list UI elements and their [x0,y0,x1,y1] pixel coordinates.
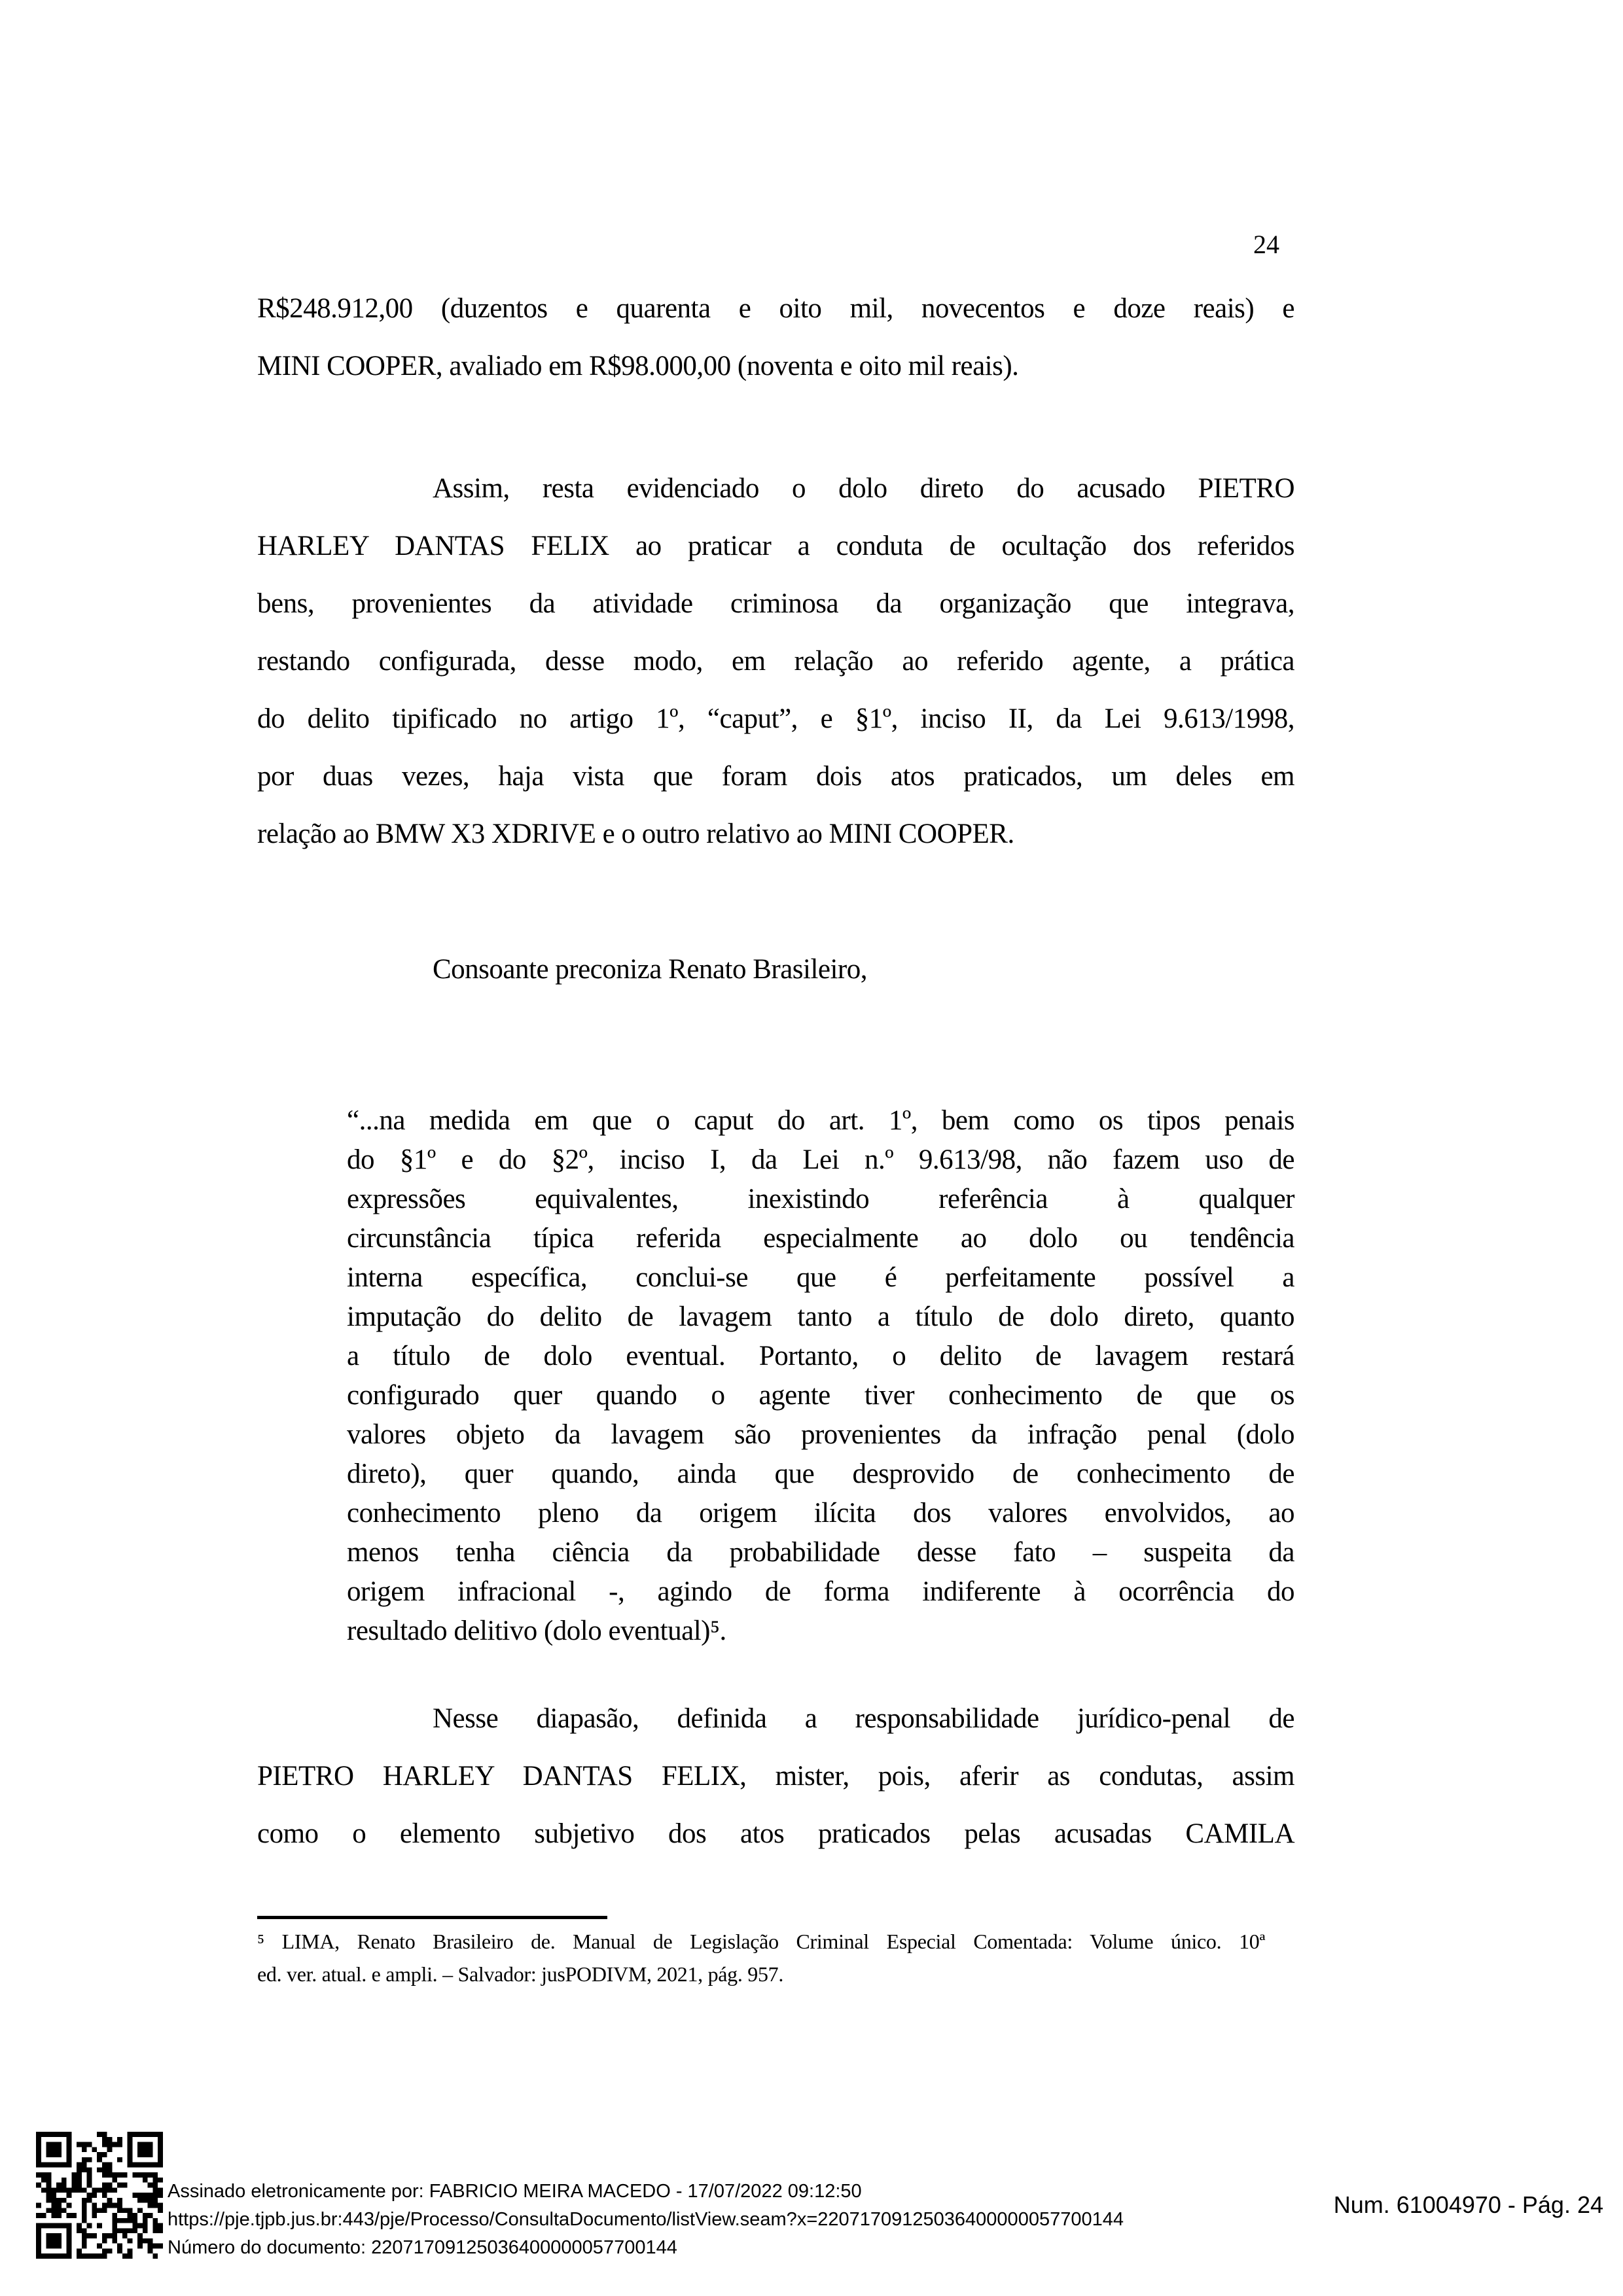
paragraph [257,941,1294,998]
text-line: por duas vezes, haja vista que foram dois atos praticados, um deles em [257,761,1294,792]
text-line: do §1º e do §2º, inciso I, da Lei n.º 9.613/98, não fazem uso de [347,1144,1294,1175]
footnote-separator [257,1916,607,1919]
text-line: “...na medida em que o caput do art. 1º, bem como os tipos penais [347,1105,1294,1136]
text-line: direto), quer quando, ainda que desprovido de conhecimento de [347,1458,1294,1489]
text-line: resultado delitivo (dolo eventual)⁵. [347,1616,726,1646]
text-line: circunstância típica referida especialmente ao dolo ou tendência [347,1223,1294,1254]
document-url-text: https://pje.tjpb.jus.br:443/pje/Processo/ConsultaDocumento/listView.seam?x=22071709125036400000057700144 [168,2209,1124,2230]
text-line: bens, provenientes da atividade criminosa da organização que integrava, [257,588,1294,619]
text-line: a título de dolo eventual. Portanto, o delito de lavagem restará [347,1341,1294,1371]
text-line: restando configurada, desse modo, em relação ao referido agente, a prática [257,646,1294,677]
text-line: MINI COOPER, avaliado em R$98.000,00 (noventa e oito mil reais). [257,351,1019,381]
text-line: valores objeto da lavagem são provenientes da infração penal (dolo [347,1419,1294,1450]
text-line: expressões equivalentes, inexistindo referência à qualquer [347,1184,1294,1214]
text-line: PIETRO HARLEY DANTAS FELIX, mister, pois, aferir as condutas, assim [257,1761,1294,1792]
qr-code-icon [36,2132,163,2259]
footnote [257,1925,1265,1990]
text-line: configurado quer quando o agente tiver conhecimento de que os [347,1380,1294,1411]
text-line: conhecimento pleno da origem ilícita dos valores envolvidos, ao [347,1498,1294,1528]
text-line: como o elemento subjetivo dos atos praticados pelas acusadas CAMILA [257,1818,1294,1849]
text-line: ed. ver. atual. e ampli. – Salvador: jusPODIVM, 2021, pág. 957. [257,1962,784,1986]
page-number: 24 [1253,230,1279,259]
document-reference: Num. 61004970 - Pág. 24 [1333,2191,1603,2218]
paragraph [257,280,1294,395]
paragraph [257,1690,1294,1863]
blockquote [347,1101,1294,1651]
paragraph [257,460,1294,863]
text-line: HARLEY DANTAS FELIX ao praticar a conduta de ocultação dos referidos [257,531,1294,561]
text-line: relação ao BMW X3 XDRIVE e o outro relativo ao MINI COOPER. [257,819,1014,849]
text-line: ⁵ LIMA, Renato Brasileiro de. Manual de Legislação Criminal Especial Comentada: Volume único. 10ª [257,1930,1265,1953]
text-line: imputação do delito de lavagem tanto a título de dolo direto, quanto [347,1301,1294,1332]
document-number-text: Número do documento: 22071709125036400000057700144 [168,2237,677,2258]
text-line: origem infracional -, agindo de forma indiferente à ocorrência do [347,1576,1294,1607]
text-line: menos tenha ciência da probabilidade desse fato – suspeita da [347,1537,1294,1568]
text-line: Nesse diapasão, definida a responsabilidade jurídico-penal de [433,1703,1294,1734]
text-line: interna específica, conclui-se que é perfeitamente possível a [347,1262,1294,1293]
text-line: Assim, resta evidenciado o dolo direto do acusado PIETRO [433,473,1294,504]
text-line: R$248.912,00 (duzentos e quarenta e oito mil, novecentos e doze reais) e [257,293,1294,324]
signature-block [168,2178,1124,2262]
text-line: do delito tipificado no artigo 1º, “caput”, e §1º, inciso II, da Lei 9.613/1998, [257,703,1294,734]
text-line: Consoante preconiza Renato Brasileiro, [433,954,868,985]
signed-by-text: Assinado eletronicamente por: FABRICIO MEIRA MACEDO - 17/07/2022 09:12:50 [168,2181,862,2202]
